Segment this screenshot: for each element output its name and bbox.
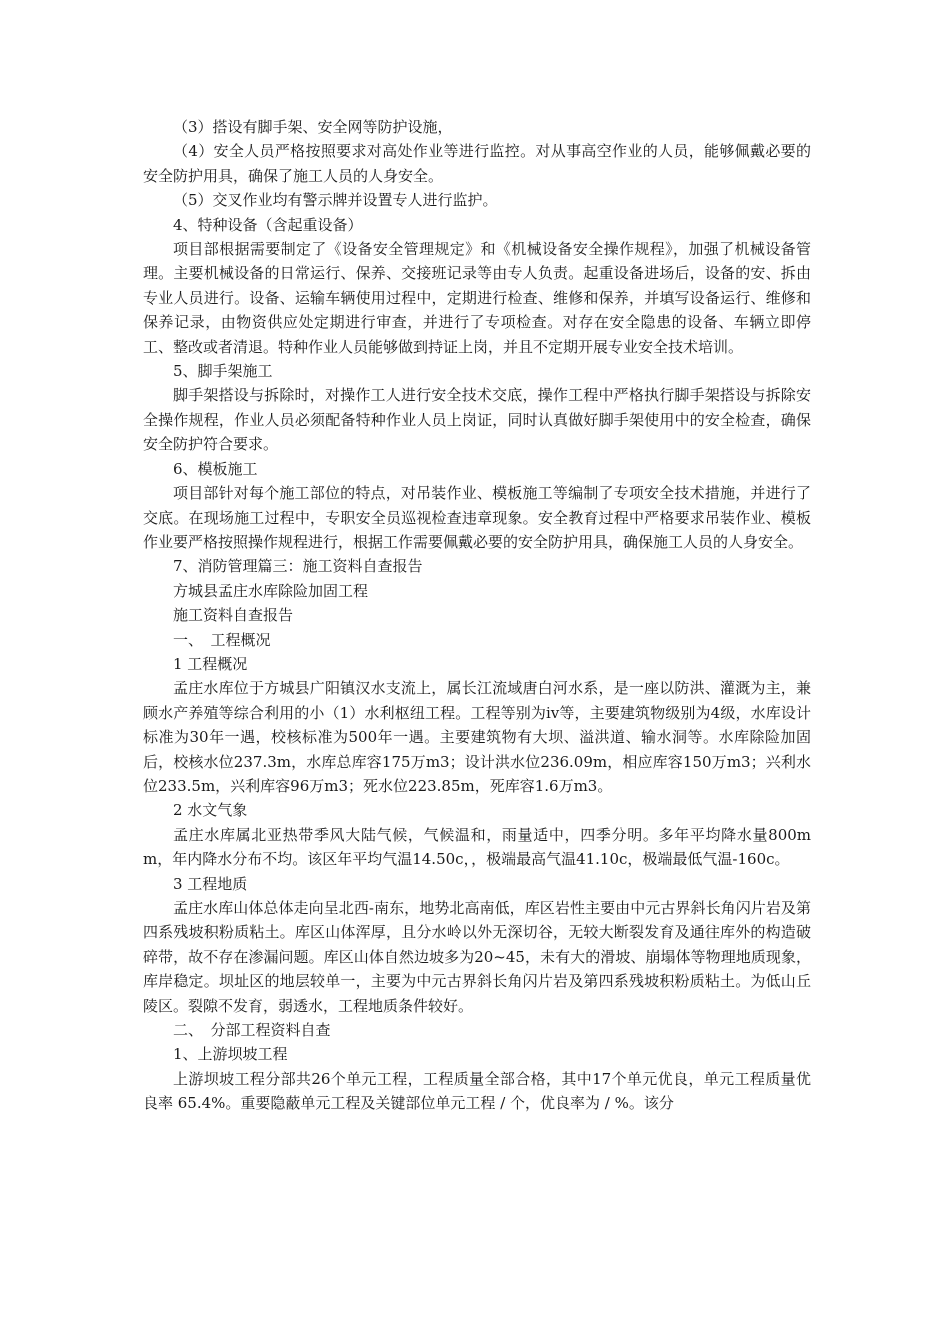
document-title: 方城县孟庄水库除险加固工程 — [173, 581, 369, 600]
paragraph: （3）搭设有脚手架、安全网等防护设施， — [173, 118, 453, 136]
paragraph: 项目部根据需要制定了《设备安全管理规定》和《机械设备安全操作规程》，加强了机械设备管理。主要机械设备的日常运行、保养、交接班记录等由专人负责。起重设备进场后，设备的安、拆由专业人员进行。设备、运输车辆使用过程中，定期进行检查、维修和保养，并填写设备运行、维修和保养记录，由物资供应处定期进行审查，并进行了专项检查。对存在安全隐患的设备、车辆立即停工、整改或者清退。特种作业人员能够做到持证上岗，并且不定期开展专业安全技术培训。 — [143, 240, 811, 356]
paragraph: 项目部针对每个施工部位的特点，对吊装作业、模板施工等编制了专项安全技术措施，并进行了交底。在现场施工过程中，专职安全员巡视检查违章现象。安全教育过程中严格要求吊装作业、模板作业要严格按照操作规程进行，根据工作需要佩戴必要的安全防护用具，确保施工人员的人身安全。 — [143, 484, 811, 551]
subsection-heading: 1 工程概况 — [173, 654, 248, 673]
section-heading: 6、模板施工 — [173, 459, 258, 478]
subsection-heading: 2 水文气象 — [173, 801, 248, 820]
section-heading: 4、特种设备（含起重设备） — [173, 215, 363, 234]
document-subtitle: 施工资料自查报告 — [173, 606, 294, 625]
paragraph: 上游坝坡工程分部共26个单元工程，工程质量全部合格，其中17个单元优良，单元工程质量优良率 65.4%。重要隐蔽单元工程及关键部位单元工程 / 个，优良率为 / %。该分 — [143, 1069, 811, 1113]
paragraph: （4）安全人员严格按照要求对高处作业等进行监控。对从事高空作业的人员，能够佩戴必要的安全防护用具，确保了施工人员的人身安全。 — [143, 142, 811, 185]
paragraph: 孟庄水库山体总体走向呈北西-南东，地势北高南低，库区岩性主要由中元古界斜长角闪片岩及第四系残坡积粉质粘土。库区山体浑厚，且分水岭以外无深切谷，无较大断裂发育及通往库外的构造破碎带，故不存在渗漏问题。库区山体自然边坡多为20~45，未有大的滑坡、崩塌体等物理地质现象，库岸稳定。坝址区的地层较单一，主要为中元古界斜长角闪片岩及第四系残坡积粉质粘土。为低山丘陵区。裂隙不发育，弱透水，工程地质条件较好。 — [143, 899, 811, 1015]
document-body — [143, 115, 811, 1116]
section-heading: 二、 分部工程资料自查 — [173, 1021, 331, 1040]
section-heading: 一、 工程概况 — [173, 630, 271, 649]
subsection-heading: 1、上游坝坡工程 — [173, 1045, 288, 1064]
section-heading: 5、脚手架施工 — [173, 362, 273, 381]
section-heading: 7、消防管理篇三：施工资料自查报告 — [173, 557, 423, 576]
paragraph: 脚手架搭设与拆除时，对操作工人进行安全技术交底，操作工程中严格执行脚手架搭设与拆除安全操作规程，作业人员必须配备特种作业人员上岗证，同时认真做好脚手架使用中的安全检查，确保安全防护符合要求。 — [143, 386, 811, 454]
paragraph: 孟庄水库属北亚热带季风大陆气候，气候温和，雨量适中，四季分明。多年平均降水量800mm，年内降水分布不均。该区年平均气温14.50c，，极端最高气温41.10c，极端最低气温-160c。 — [143, 825, 811, 869]
paragraph: （5）交叉作业均有警示牌并设置专人进行监护。 — [173, 191, 498, 210]
paragraph: 孟庄水库位于方城县广阳镇汉水支流上，属长江流域唐白河水系，是一座以防洪、灌溉为主，兼顾水产养殖等综合利用的小（1）水利枢纽工程。工程等别为ⅳ等，主要建筑物级别为4级，水库设计标准为30年一遇，校核标准为500年一遇。主要建筑物有大坝、溢洪道、输水洞等。水库除险加固后，校核水位237.3m，水库总库容175万m3；设计洪水位236.09m，相应库容150万m3；兴利水位233.5m，兴利库容96万m3；死水位223.85m，死库容1.6万m3。 — [143, 679, 811, 795]
subsection-heading: 3 工程地质 — [173, 874, 248, 893]
